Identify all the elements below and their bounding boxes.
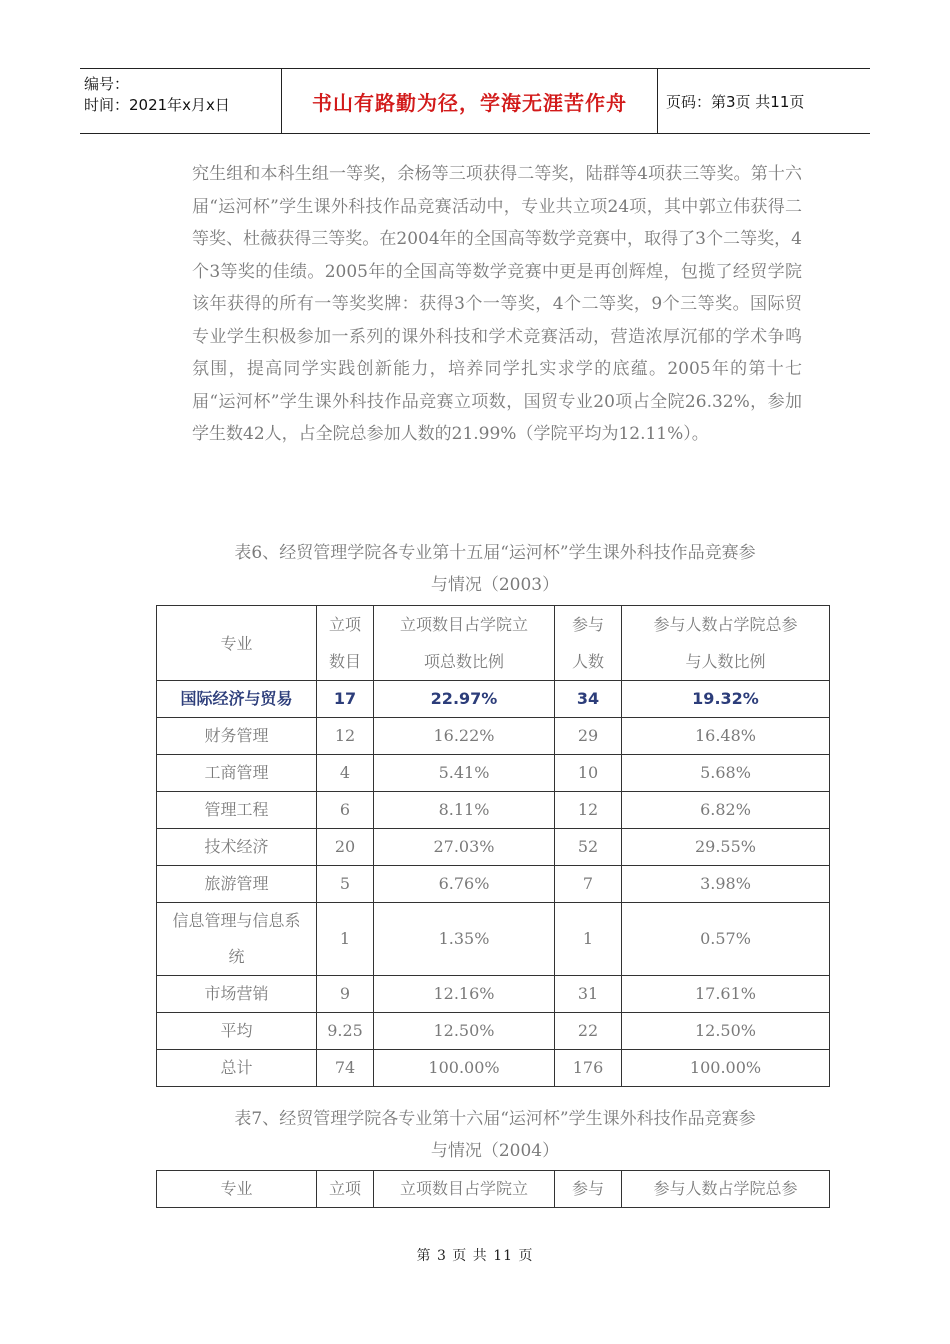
cell-participant-ratio: 12.50%: [622, 1013, 830, 1050]
cell-project-ratio: 1.35%: [374, 903, 555, 976]
cell-project-ratio: 5.41%: [374, 755, 555, 792]
table7: [156, 1170, 830, 1208]
cell-participant-ratio: 29.55%: [622, 829, 830, 866]
cell-projects: 12: [317, 718, 374, 755]
cell-participant-ratio: 17.61%: [622, 976, 830, 1013]
cell-project-ratio: 12.16%: [374, 976, 555, 1013]
table7-header-project-ratio: 立项数目占学院立: [374, 1171, 555, 1208]
cell-participants: 22: [555, 1013, 622, 1050]
document-number-label: 编号：: [84, 75, 130, 93]
cell-participant-ratio: 5.68%: [622, 755, 830, 792]
cell-participant-ratio: 6.82%: [622, 792, 830, 829]
table6-header-projects: 立项 数目: [317, 606, 374, 681]
table7-header-projects: 立项: [317, 1171, 374, 1208]
table6-caption: [180, 537, 810, 601]
cell-participant-ratio: 16.48%: [622, 718, 830, 755]
body-paragraph: 究生组和本科生组一等奖，余杨等三项获得二等奖，陆群等4项获三等奖。第十六届“运河杯”学生课外科技作品竞赛活动中，专业共立项24项，其中郭立伟获得二等奖、杜薇获得三等奖。在2004年的全国高等数学竞赛中，取得了3个二等奖，4个3等奖的佳绩。2005年的全国高等数学竞赛中更是再创辉煌，包揽了经贸学院该年获得的所有一等奖奖牌：获得3个一等奖，4个二等奖，9个三等奖。国际贸专业学生积极参加一系列的课外科技和学术竞赛活动，营造浓厚沉郁的学术争鸣氛围，提高同学实践创新能力，培养同学扎实求学的底蕴。2005年的第十七届“运河杯”学生课外科技作品竞赛立项数，国贸专业20项占全院26.32%，参加学生数42人，占全院总参加人数的21.99%（学院平均为12.11%）。: [192, 164, 802, 444]
table6-header-major: 专业: [157, 606, 317, 681]
cell-participant-ratio: 100.00%: [622, 1050, 830, 1087]
table-row: [157, 718, 830, 755]
table-row: [157, 792, 830, 829]
table-row: [157, 866, 830, 903]
cell-participants: 176: [555, 1050, 622, 1087]
cell-participants: 10: [555, 755, 622, 792]
cell-projects: 9: [317, 976, 374, 1013]
cell-project-ratio: 100.00%: [374, 1050, 555, 1087]
table-row: [157, 755, 830, 792]
cell-participants: 34: [555, 681, 622, 718]
table-row: [157, 681, 830, 718]
table-row: [157, 1050, 830, 1087]
table7-header-row: [157, 1171, 830, 1208]
cell-projects: 5: [317, 866, 374, 903]
cell-major: 市场营销: [157, 976, 317, 1013]
cell-project-ratio: 12.50%: [374, 1013, 555, 1050]
table6-header-row: [157, 606, 830, 681]
cell-projects: 6: [317, 792, 374, 829]
cell-participants: 31: [555, 976, 622, 1013]
cell-major: 技术经济: [157, 829, 317, 866]
cell-major: 平均: [157, 1013, 317, 1050]
header-motto: 书山有路勤为径，学海无涯苦作舟: [282, 69, 658, 133]
cell-major: 总计: [157, 1050, 317, 1087]
cell-projects: 20: [317, 829, 374, 866]
cell-projects: 4: [317, 755, 374, 792]
page-header: [80, 68, 870, 134]
table-row: [157, 976, 830, 1013]
cell-participants: 12: [555, 792, 622, 829]
table6-header-participant-ratio: 参与人数占学院总参 与人数比例: [622, 606, 830, 681]
table6-header-participants: 参与 人数: [555, 606, 622, 681]
page-footer: 第 3 页 共 11 页: [416, 1248, 534, 1264]
cell-participants: 29: [555, 718, 622, 755]
cell-participants: 7: [555, 866, 622, 903]
cell-major: 管理工程: [157, 792, 317, 829]
table7-caption-line2: 与情况（2004）: [430, 1141, 560, 1161]
table-row: [157, 829, 830, 866]
cell-project-ratio: 22.97%: [374, 681, 555, 718]
cell-participant-ratio: 0.57%: [622, 903, 830, 976]
cell-project-ratio: 16.22%: [374, 718, 555, 755]
cell-project-ratio: 8.11%: [374, 792, 555, 829]
document-time-label: 时间：2021年x月x日: [84, 96, 230, 114]
cell-major: 信息管理与信息系统: [157, 903, 317, 976]
table6: [156, 605, 830, 1087]
cell-projects: 1: [317, 903, 374, 976]
cell-participant-ratio: 3.98%: [622, 866, 830, 903]
table-row: [157, 1013, 830, 1050]
cell-major: 工商管理: [157, 755, 317, 792]
cell-project-ratio: 27.03%: [374, 829, 555, 866]
header-meta: [80, 69, 282, 133]
table-row: [157, 903, 830, 976]
cell-major: 国际经济与贸易: [157, 681, 317, 718]
cell-projects: 17: [317, 681, 374, 718]
cell-project-ratio: 6.76%: [374, 866, 555, 903]
table7-header-participants: 参与: [555, 1171, 622, 1208]
table7-caption: [180, 1103, 810, 1167]
table6-caption-line2: 与情况（2003）: [430, 575, 560, 595]
cell-projects: 9.25: [317, 1013, 374, 1050]
table6-header-project-ratio: 立项数目占学院立 项总数比例: [374, 606, 555, 681]
table7-header-participant-ratio: 参与人数占学院总参: [622, 1171, 830, 1208]
cell-participants: 1: [555, 903, 622, 976]
cell-participant-ratio: 19.32%: [622, 681, 830, 718]
cell-participants: 52: [555, 829, 622, 866]
table7-caption-line1: 表7、经贸管理学院各专业第十六届“运河杯”学生课外科技作品竞赛参: [234, 1109, 756, 1129]
table6-caption-line1: 表6、经贸管理学院各专业第十五届“运河杯”学生课外科技作品竞赛参: [234, 543, 756, 563]
cell-major: 旅游管理: [157, 866, 317, 903]
cell-major: 财务管理: [157, 718, 317, 755]
header-page-label: 页码：第3页 共11页: [666, 92, 805, 111]
table7-header-major: 专业: [157, 1171, 317, 1208]
cell-projects: 74: [317, 1050, 374, 1087]
